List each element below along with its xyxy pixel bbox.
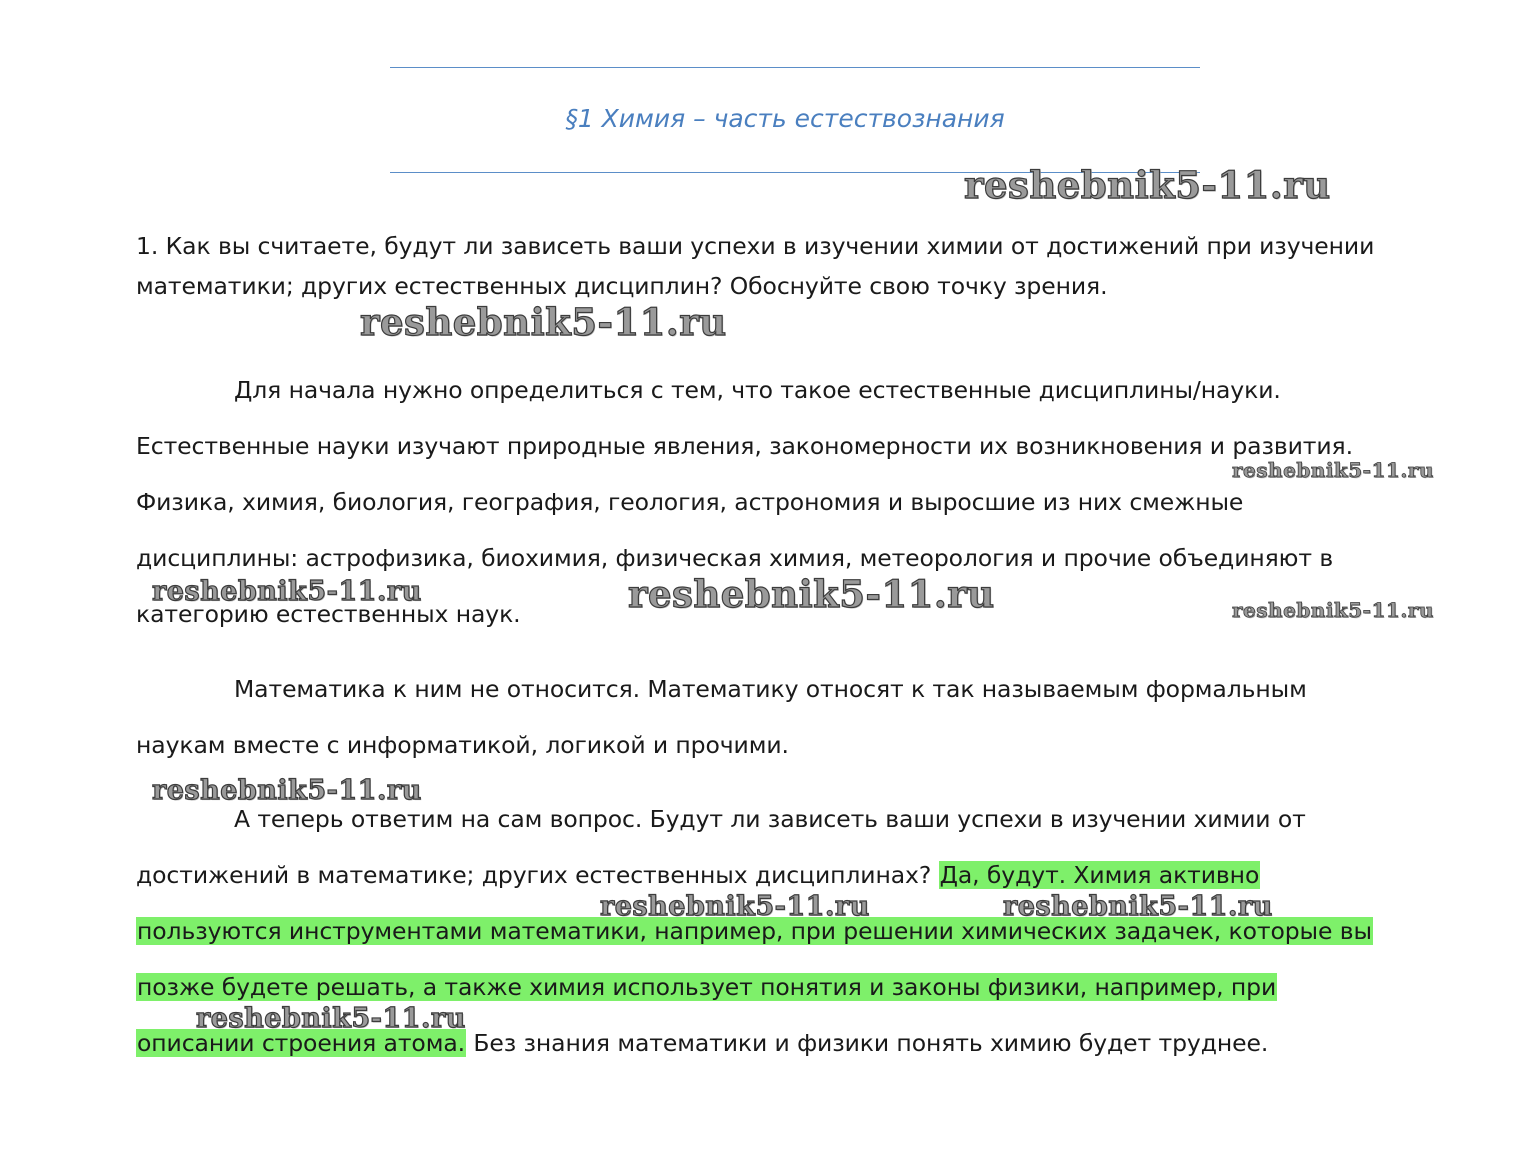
answer-p1-line-1: Для начала нужно определиться с тем, что такое естественные дисциплины/науки. <box>234 376 1281 404</box>
highlighted-answer-end: описании строения атома. <box>137 1029 465 1057</box>
question-line-1: 1. Как вы считаете, будут ли зависеть ваши успехи в изучении химии от достижений при изучении <box>136 232 1375 260</box>
watermark: reshebnik5-11.ru <box>1232 598 1434 622</box>
highlighted-answer-line-3: пользуются инструментами математики, например, при решении химических задачек, которые вы <box>137 917 1372 945</box>
top-rule <box>390 67 1200 68</box>
watermark: reshebnik5-11.ru <box>196 1003 466 1034</box>
watermark: reshebnik5-11.ru <box>1232 458 1434 482</box>
answer-p1-line-3: Физика, химия, биология, география, геология, астрономия и выросшие из них смежные <box>136 488 1244 516</box>
highlighted-answer-start: Да, будут. Химия активно <box>939 861 1260 889</box>
answer-p3-line-2 <box>136 857 1260 893</box>
watermark: reshebnik5-11.ru <box>152 775 422 806</box>
answer-p2-line-1: Математика к ним не относится. Математику относят к так называемым формальным <box>234 675 1307 703</box>
answer-p3-line-5-text: Без знания математики и физики понять химию будет труднее. <box>466 1029 1269 1057</box>
answer-p1-line-4: дисциплины: астрофизика, биохимия, физическая химия, метеорология и прочие объединяют в <box>136 544 1334 572</box>
bottom-rule <box>390 172 1200 173</box>
watermark: reshebnik5-11.ru <box>360 300 727 344</box>
question-line-2: математики; других естественных дисциплин? Обоснуйте свою точку зрения. <box>136 272 1108 300</box>
answer-p1-line-2: Естественные науки изучают природные явления, закономерности их возникновения и развития. <box>136 432 1353 460</box>
watermark: reshebnik5-11.ru <box>152 576 422 607</box>
highlighted-answer-line-4: позже будете решать, а также химия использует понятия и законы физики, например, при <box>137 973 1277 1001</box>
watermark: reshebnik5-11.ru <box>628 572 995 616</box>
answer-p3-line-4 <box>136 969 1277 1005</box>
answer-p3-line-3 <box>136 913 1373 949</box>
answer-p3-line-1: А теперь ответим на сам вопрос. Будут ли зависеть ваши успехи в изучении химии от <box>234 805 1306 833</box>
answer-p1-line-5: категорию естественных наук. <box>136 600 521 628</box>
answer-p2-line-2: наукам вместе с информатикой, логикой и прочими. <box>136 731 789 759</box>
answer-p3-line-2-text: достижений в математике; других естественных дисциплинах? <box>136 861 939 889</box>
watermark: reshebnik5-11.ru <box>964 163 1331 207</box>
answer-p3-line-5 <box>136 1025 1268 1061</box>
watermark: reshebnik5-11.ru <box>600 891 870 922</box>
section-title: §1 Химия – часть естествознания <box>565 104 1005 133</box>
watermark: reshebnik5-11.ru <box>1003 891 1273 922</box>
